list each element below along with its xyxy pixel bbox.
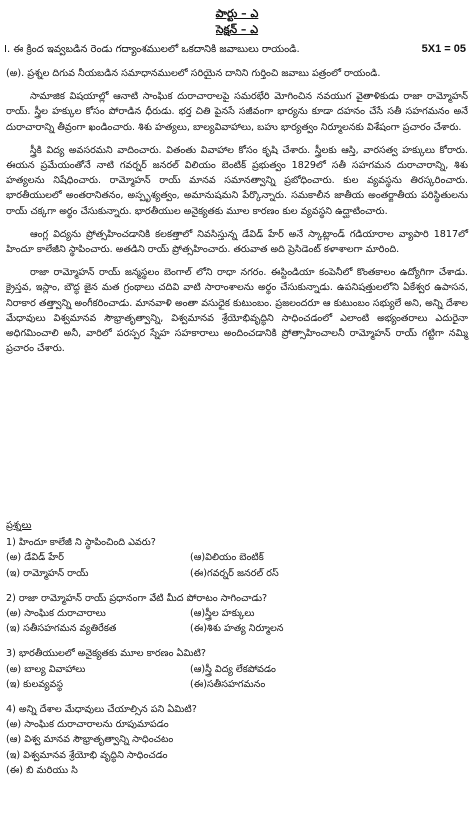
- option: (అ) సాంఘిక దురాచారాలను రూపుమాపడం: [6, 719, 169, 731]
- option: (ఆ)విలియం బెంటిక్: [190, 552, 264, 564]
- instruction-number: I.: [4, 44, 11, 55]
- passage-paragraph: (అ). ప్రశ్నల దిగువ నీయబడిన సమాధానములలో సరియైన దానిని గుర్తించి జవాబు పత్రంలో రాయండి.: [6, 68, 381, 79]
- option: (ఈ)గవర్నర్ జనరల్ రస్: [190, 567, 279, 579]
- question-text: 3) భారతీయులలో అనైక్యతకు మూల కారణం ఏమిటి?: [6, 648, 206, 660]
- passage-paragraph: సామాజిక విషయాల్లో ఆనాటి సాంఘిక దురాచారాలపై సమరభేరి మోగించిన నవయుగ వైతాళికుడు రాజా రామ్మోహన్ రాయ్. స్త్రీల హక్కుల కోసం పోరాడిన ధీరుడు. భర్త చితి పైనసే సజీవంగా భార్యను కూడా దహనం చేసే సతీ సహగమనం అనే దురాచారాన్ని తీవ్రంగా ఖండించారు. శిశు హత్యలు, బాల్యవివాహాలు, బహు భార్యత్వం నిర్మూలనకు విశేషంగా ప్రచారం చేశారు.: [6, 91, 468, 133]
- questions-header: ప్రశ్నలు: [6, 520, 32, 531]
- questions: [6, 518, 468, 788]
- option: (ఇ) సతీసహగమన వ్యతిరేకత: [6, 623, 117, 635]
- option: (ఇ) విశ్వమానవ శ్రేయోభి వృద్ధిని సాధించడం: [6, 749, 168, 761]
- option: (ఆ) విశ్వ మానవ సౌభ్రాతృత్వాన్ని సాధించటం: [6, 734, 174, 746]
- option: (అ) బాల్య వివాహాలు: [6, 663, 86, 675]
- option: (ఆ)స్త్రీ విద్య లేకపోవడం: [190, 663, 276, 675]
- option: (అ) సాంఘిక దురాచారాలు: [6, 608, 106, 620]
- option: (ఈ)సతీసహగమనం: [190, 678, 266, 690]
- question-text: 2) రాజా రామ్మోహన్ రాయ్ ప్రధానంగా వేటి మీద పోరాటం సాగించాడు?: [6, 592, 268, 604]
- question-text: 1) హిందూ కాలేజీ ని స్థాపించింది ఎవరు?: [6, 537, 156, 549]
- instruction-text: ఈ క్రింద ఇవ్వబడిన రెండు గద్యాంశములలో ఒకదానికి జవాబులు రాయండి.: [13, 44, 300, 55]
- option: (ఈ) బి మరియు సి: [6, 764, 78, 776]
- section-title: సెక్షన్ – ఎ: [215, 23, 259, 36]
- option: (ఈ)శిశు హత్య నిర్మూలన: [190, 623, 284, 635]
- marks-label: 5X1 = 05: [421, 43, 466, 55]
- part-title: పార్టు – ఎ: [215, 7, 259, 20]
- question-text: 4) అన్ని దేశాల మేధావులు చేయాల్సిన పని ఏమిటి?: [6, 704, 197, 716]
- option: (ఆ)స్త్రీల హక్కులు: [190, 608, 255, 620]
- option: (ఇ) కులవ్యవస్థ: [6, 678, 63, 690]
- passage: [6, 66, 468, 364]
- passage-paragraph: ఆంగ్ల విద్యను ప్రోత్సహించడానికి కలకత్తాలో నివసిస్తున్న డేవిడ్ హేర్ అనే స్కాట్లాండ్ గడియారాల వ్యాపారి 1817లో హిందూ కాలేజీని స్థాపించారు. అతడిని రాయ్ ప్రోత్సహించారు. తరువాత అది ప్రెసిడెంట్ కళాశాలగా మారింది.: [6, 228, 468, 256]
- question: [6, 702, 468, 778]
- question: [6, 535, 468, 581]
- option: (అ) డేవిడ్ హేర్: [6, 552, 64, 564]
- question: [6, 591, 468, 637]
- option: (ఇ) రామ్మోహన్ రాయ్: [6, 567, 89, 579]
- passage-paragraph: స్త్రీకి విద్య అవసరమని వాదించారు. వితంతు వివాహాల కోసం కృషి చేశారు. స్త్రీలకు ఆస్తి, వారసత్వ హక్కులు కోరారు. ఈయన ప్రమేయంతోనే నాటి గవర్నర్ జనరల్ విలియం బెంటిక్ ప్రభుత్వం 1829లో సతీ సహగమన దురాచారాన్ని, శిశు హత్యలను నిషేధించారు. రామ్మోహన్ రాయ్ మానవ సమానత్వాన్ని ప్రబోధించారు. కుల వ్యవస్థను తిరస్కరించారు. భారతీయులలో అంతరానితనం, అస్పృశ్యత్వం, అమానుషమని పేర్కొన్నారు. సమకాలీన జాతీయ అంతర్జాతీయ పరిస్థితులను రాయ్ చక్కగా అర్థం చేసుకున్నారు. భారతీయుల అనైక్యతకు మూల కారణం కుల వ్యవస్థని ఉద్ఘాటించారు.: [6, 144, 468, 217]
- instruction: [4, 42, 470, 57]
- question: [6, 646, 468, 692]
- passage-paragraph: రాజా రామ్మోహన్ రాయ్ జన్మస్థలం బెంగాల్ లోని రాధా నగరం. ఈస్టిండియా కంపెనీలో కొంతకాలం ఉద్యోగిగా చేశాడు. క్రైస్తవ, ఇస్లాం, బౌద్ధ జైన మత గ్రంథాలు చదివి వాటి సారాంశాలను అర్థం చేసుకున్నాడు. ఉపనిషత్తులలోని ఏకేశ్వర ఉపాసన, నిరాకార తత్త్వాన్ని అంగీకరించాడు. మానవాళి అంతా వసుధైక కుటుంబం. ప్రజలందరూ ఆ కుటుంబం సభ్యులే అని, అన్ని దేశాల మేధావులు విశ్వమానవ సౌభ్రాతృత్వాన్ని, విశ్వమానవ శ్రేయోభివృద్ధిని సాధించడంలో ఎలాంటి అభ్యంతరాలు ఎదురైనా అధిగమించాలి అనీ, వారిలో పరస్పర స్నేహ సహకారాలు అందించడానికి ప్రోత్సాహించాలనీ రామ్మోహన్ రాయ్ గట్టిగా నమ్మి ప్రచారం చేశారు.: [6, 267, 468, 355]
